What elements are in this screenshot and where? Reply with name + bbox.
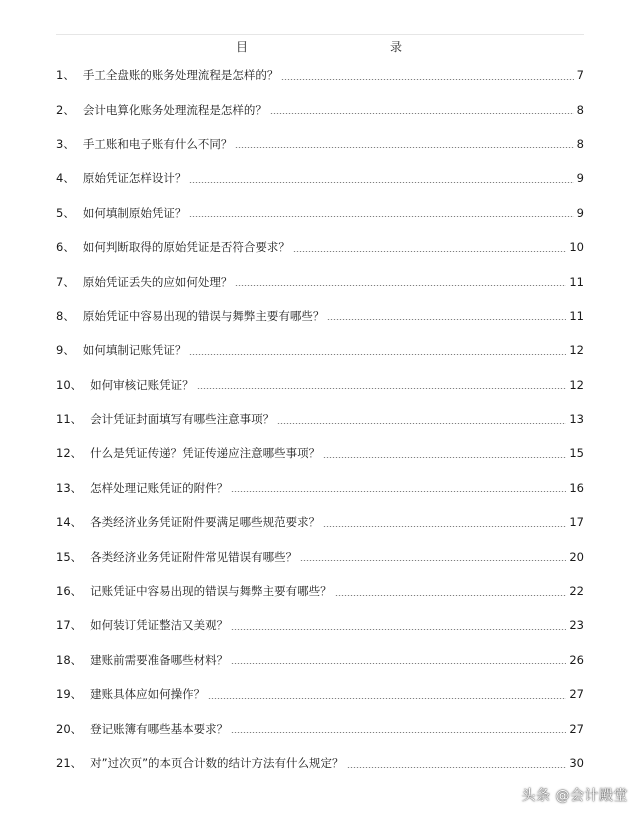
- header-rule: [56, 34, 584, 35]
- toc-entry-leader: [231, 663, 566, 664]
- toc-entry-text: 如何填制原始凭证？: [82, 205, 187, 220]
- toc-entry-text: 怎样处理记账凭证的附件？: [90, 480, 229, 495]
- toc-list: [56, 58, 584, 780]
- toc-entry-number: 18、: [56, 652, 83, 667]
- toc-entry-text: 登记账簿有哪些基本要求？: [90, 721, 229, 736]
- toc-entry-page: 22: [569, 584, 584, 599]
- toc-entry-leader: [323, 457, 566, 458]
- toc-entry-leader: [231, 732, 566, 733]
- toc-entry-page: 23: [569, 618, 584, 633]
- toc-entry-number: 6、: [56, 240, 75, 255]
- toc-entry[interactable]: [56, 161, 584, 195]
- toc-entry-text: 原始凭证怎样设计？: [82, 171, 187, 186]
- toc-entry-text: 如何判断取得的原始凭证是否符合要求？: [82, 240, 290, 255]
- toc-entry-text: 如何填制记账凭证？: [82, 343, 187, 358]
- toc-entry[interactable]: [56, 127, 584, 161]
- toc-title: [0, 38, 640, 54]
- toc-entry[interactable]: [56, 264, 584, 298]
- toc-entry-text: 什么是凭证传递？凭证传递应注意哪些事项？: [90, 446, 321, 461]
- toc-entry-leader: [197, 388, 567, 389]
- toc-entry-leader: [208, 698, 566, 699]
- toc-entry-leader: [300, 560, 566, 561]
- toc-entry-number: 11、: [56, 412, 83, 427]
- toc-entry-page: 10: [569, 240, 584, 255]
- toc-entry-page: 20: [569, 549, 584, 564]
- toc-entry-number: 2、: [56, 102, 75, 117]
- toc-entry[interactable]: [56, 539, 584, 573]
- toc-entry-text: 记账凭证中容易出现的错误与舞弊主要有哪些？: [90, 584, 332, 599]
- toc-entry-number: 9、: [56, 343, 75, 358]
- toc-entry-page: 30: [569, 756, 584, 770]
- toc-entry-page: 12: [569, 343, 584, 358]
- toc-entry[interactable]: [56, 677, 584, 711]
- toc-entry[interactable]: [56, 608, 584, 642]
- toc-entry-page: 13: [569, 412, 584, 427]
- toc-entry-text: 各类经济业务凭证附件常见错误有哪些？: [90, 549, 298, 564]
- toc-entry-leader: [293, 251, 567, 252]
- toc-entry-leader: [281, 79, 573, 80]
- toc-entry-leader: [189, 216, 573, 217]
- toc-entry-page: 26: [569, 652, 584, 667]
- toc-entry-leader: [347, 767, 567, 768]
- toc-entry-number: 13、: [56, 480, 83, 495]
- toc-entry-page: 27: [569, 687, 584, 702]
- toc-entry-page: 15: [569, 446, 584, 461]
- toc-entry-text: 各类经济业务凭证附件要满足哪些规范要求？: [90, 515, 321, 530]
- toc-entry-number: 1、: [56, 68, 75, 83]
- toc-entry[interactable]: [56, 746, 584, 780]
- toc-entry[interactable]: [56, 333, 584, 367]
- toc-entry-text: 手工全盘账的账务处理流程是怎样的？: [82, 68, 279, 83]
- toc-entry-text: 原始凭证丢失的应如何处理？: [82, 274, 233, 289]
- toc-entry-page: 11: [569, 308, 584, 323]
- toc-entry[interactable]: [56, 402, 584, 436]
- toc-entry-text: 如何审核记账凭证？: [90, 377, 194, 392]
- toc-entry-text: 手工账和电子账有什么不同？: [82, 136, 233, 151]
- toc-entry-leader: [189, 182, 573, 183]
- toc-entry-page: 12: [569, 377, 584, 392]
- toc-entry-leader: [235, 147, 573, 148]
- toc-entry-text: 对”过次页”的本页合计数的结计方法有什么规定？: [90, 756, 344, 770]
- toc-entry[interactable]: [56, 196, 584, 230]
- watermark: 头条 @会计殿堂: [521, 788, 628, 804]
- toc-entry[interactable]: [56, 436, 584, 470]
- toc-entry[interactable]: [56, 711, 584, 745]
- toc-entry-number: 16、: [56, 584, 83, 599]
- toc-entry[interactable]: [56, 299, 584, 333]
- toc-entry-page: 8: [576, 136, 584, 151]
- toc-entry-number: 17、: [56, 618, 83, 633]
- toc-entry[interactable]: [56, 368, 584, 402]
- toc-entry-text: 建账具体应如何操作？: [90, 687, 206, 702]
- toc-entry-text: 原始凭证中容易出现的错误与舞弊主要有哪些？: [82, 308, 325, 323]
- toc-entry-page: 9: [576, 171, 584, 186]
- toc-entry-number: 5、: [56, 205, 75, 220]
- toc-entry-number: 4、: [56, 171, 75, 186]
- toc-entry-number: 15、: [56, 549, 83, 564]
- toc-entry-leader: [231, 629, 566, 630]
- toc-entry[interactable]: [56, 574, 584, 608]
- toc-entry-leader: [323, 526, 566, 527]
- toc-entry-leader: [327, 319, 566, 320]
- toc-entry-leader: [231, 491, 566, 492]
- toc-entry[interactable]: [56, 471, 584, 505]
- toc-entry-page: 9: [576, 205, 584, 220]
- toc-entry-page: 27: [569, 721, 584, 736]
- toc-entry[interactable]: [56, 505, 584, 539]
- toc-entry[interactable]: [56, 58, 584, 92]
- toc-entry-leader: [335, 595, 567, 596]
- toc-entry-page: 7: [576, 68, 584, 83]
- toc-entry-number: 3、: [56, 136, 75, 151]
- toc-entry-number: 7、: [56, 274, 75, 289]
- toc-entry-leader: [189, 354, 566, 355]
- toc-entry-text: 会计凭证封面填写有哪些注意事项？: [90, 412, 275, 427]
- toc-entry-text: 建账前需要准备哪些材料？: [90, 652, 229, 667]
- toc-title-left: 目: [236, 40, 249, 54]
- toc-entry-text: 会计电算化账务处理流程是怎样的？: [82, 102, 267, 117]
- toc-entry-number: 12、: [56, 446, 83, 461]
- toc-entry-number: 19、: [56, 687, 83, 702]
- toc-entry-leader: [235, 285, 566, 286]
- toc-entry-leader: [270, 113, 574, 114]
- toc-entry-number: 20、: [56, 721, 83, 736]
- toc-entry-text: 如何装订凭证整洁又美观？: [90, 618, 229, 633]
- toc-entry-page: 8: [576, 102, 584, 117]
- toc-entry-number: 21、: [56, 756, 83, 770]
- toc-entry-page: 11: [569, 274, 584, 289]
- toc-entry-page: 17: [569, 515, 584, 530]
- toc-entry[interactable]: [56, 230, 584, 264]
- toc-entry-leader: [277, 423, 566, 424]
- toc-entry-page: 16: [569, 480, 584, 495]
- toc-entry[interactable]: [56, 92, 584, 126]
- toc-entry-number: 8、: [56, 308, 75, 323]
- toc-entry[interactable]: [56, 643, 584, 677]
- toc-title-right: 录: [390, 40, 403, 54]
- toc-entry-number: 10、: [56, 377, 83, 392]
- toc-entry-number: 14、: [56, 515, 83, 530]
